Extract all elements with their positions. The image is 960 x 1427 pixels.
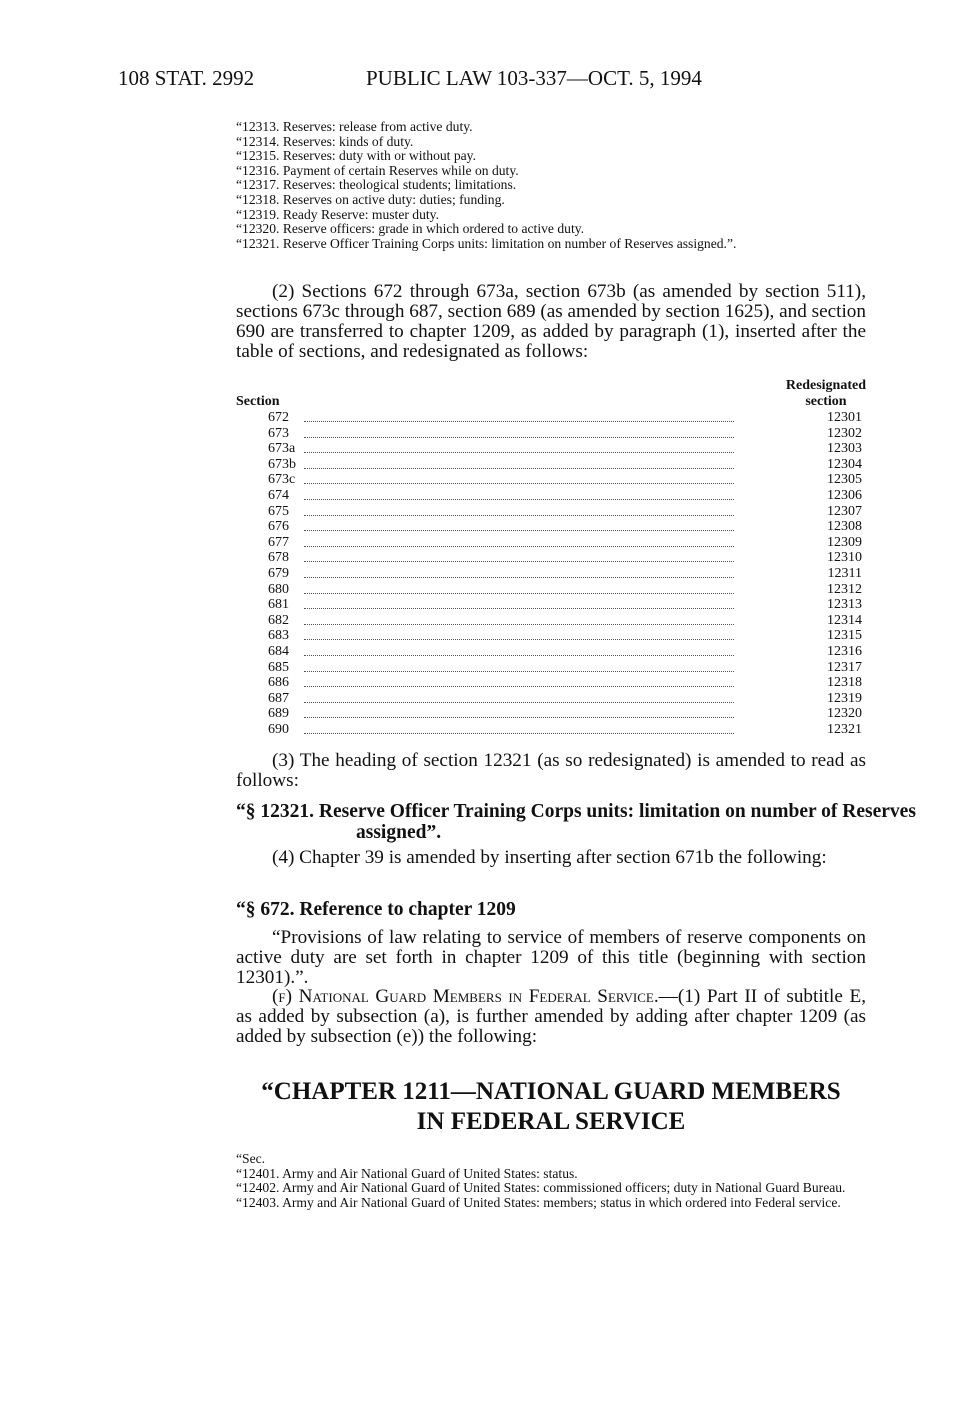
old-section-number: 680 [268, 581, 289, 597]
col-redesignated-line1: Redesignated [785, 378, 866, 393]
old-section-number: 683 [268, 628, 289, 644]
old-section-number: 681 [268, 597, 289, 613]
old-section-number: 689 [268, 706, 289, 722]
subsection-f-text: —(1) Part II of subtitle E, as added by subsection (a), is further amended by adding after chapter 1209 (as added by subsection (e)) the following: [236, 986, 866, 1047]
stat-page-number: 108 STAT. 2992 [118, 66, 255, 90]
leader-dots [304, 624, 734, 625]
new-section-number: 12319 [827, 690, 862, 706]
old-section-number: 678 [268, 550, 289, 566]
table-row [236, 535, 866, 551]
redesignation-table [236, 378, 866, 737]
leader-dots [304, 530, 734, 531]
col-redesignated-line2: section [805, 394, 847, 409]
toc-item: “12319. Ready Reserve: muster duty. [236, 206, 439, 222]
toc-item: “12314. Reserves: kinds of duty. [236, 133, 414, 149]
old-section-number: 675 [268, 503, 289, 519]
new-section-number: 12317 [827, 659, 862, 675]
new-section-number: 12305 [827, 472, 862, 488]
toc-list-top [236, 120, 866, 251]
leader-dots [304, 733, 734, 734]
col-redesignated [786, 378, 866, 410]
new-section-number: 12309 [827, 534, 862, 550]
paragraph-3: (3) The heading of section 12321 (as so redesignated) is amended to read as follows: [236, 750, 866, 791]
table-row [236, 472, 866, 488]
leader-dots [304, 608, 734, 609]
leader-dots [304, 468, 734, 469]
new-section-number: 12311 [827, 565, 862, 581]
new-section-number: 12321 [827, 721, 862, 737]
table-row [236, 613, 866, 629]
old-section-number: 674 [268, 487, 289, 503]
leader-dots [304, 561, 734, 562]
new-section-number: 12307 [827, 503, 862, 519]
table-row [236, 582, 866, 598]
new-section-number: 12312 [827, 581, 862, 597]
toc-list-bottom [236, 1152, 866, 1210]
table-row [236, 660, 866, 676]
new-section-number: 12303 [827, 441, 862, 457]
table-row [236, 426, 866, 442]
table-row [236, 628, 866, 644]
table-row [236, 691, 866, 707]
section-672-heading: “§ 672. Reference to chapter 1209 [236, 899, 516, 920]
new-section-number: 12306 [827, 487, 862, 503]
new-section-number: 12316 [827, 643, 862, 659]
old-section-number: 690 [268, 721, 289, 737]
old-section-number: 676 [268, 519, 289, 535]
new-section-number: 12314 [827, 612, 862, 628]
sec-label: “Sec. [236, 1151, 266, 1166]
leader-dots [304, 577, 734, 578]
old-section-number: 672 [268, 410, 289, 425]
page-header [118, 66, 878, 94]
leader-dots [304, 593, 734, 594]
old-section-number: 677 [268, 534, 289, 550]
leader-dots [304, 452, 734, 453]
old-section-number: 673c [268, 472, 296, 488]
new-section-number: 12304 [827, 456, 862, 472]
new-section-number: 12320 [827, 706, 862, 722]
old-section-number: 673a [268, 441, 296, 457]
old-section-number: 687 [268, 690, 289, 706]
new-section-number: 12310 [827, 550, 862, 566]
table-row [236, 597, 866, 613]
table-rows [236, 410, 866, 737]
table-row [236, 504, 866, 520]
table-row [236, 722, 866, 738]
toc-item: “12316. Payment of certain Reserves while on duty. [236, 162, 519, 178]
new-section-number: 12302 [827, 425, 862, 441]
leader-dots [304, 483, 734, 484]
old-section-number: 686 [268, 675, 289, 691]
table-row [236, 566, 866, 582]
table-row [236, 488, 866, 504]
chapter-title-line1: “CHAPTER 1211—NATIONAL GUARD MEMBERS [261, 1078, 841, 1105]
section-12321-heading: “§ 12321. Reserve Officer Training Corps units: limitation on number of Reserves assigned”. [236, 801, 916, 843]
toc-item: “12401. Army and Air National Guard of United States: status. [236, 1165, 578, 1181]
leader-dots [304, 671, 734, 672]
toc-item: “12317. Reserves: theological students; limitations. [236, 177, 517, 193]
subsection-f-label: (f) National Guard Members in Federal Service. [272, 986, 659, 1007]
leader-dots [304, 499, 734, 500]
leader-dots [304, 515, 734, 516]
new-section-number: 12308 [827, 519, 862, 535]
new-section-number: 12301 [827, 410, 862, 425]
old-section-number: 673 [268, 425, 289, 441]
col-section: Section [236, 394, 280, 409]
toc-item: “12321. Reserve Officer Training Corps units: limitation on number of Reserves assigned.”. [236, 235, 737, 251]
new-section-number: 12315 [827, 628, 862, 644]
table-row [236, 441, 866, 457]
toc-item: “12315. Reserves: duty with or without pay. [236, 148, 476, 164]
chapter-title-line2: IN FEDERAL SERVICE [416, 1108, 686, 1135]
old-section-number: 685 [268, 659, 289, 675]
paragraph-4: (4) Chapter 39 is amended by inserting after section 671b the following: [272, 847, 827, 868]
table-row [236, 675, 866, 691]
toc-item: “12403. Army and Air National Guard of United States: members; status in which ordered into Federal service. [236, 1194, 841, 1210]
leader-dots [304, 702, 734, 703]
table-row [236, 457, 866, 473]
table-row [236, 550, 866, 566]
leader-dots [304, 546, 734, 547]
new-section-number: 12313 [827, 597, 862, 613]
table-row [236, 519, 866, 535]
old-section-number: 684 [268, 643, 289, 659]
paragraph-2: (2) Sections 672 through 673a, section 673b (as amended by section 511), sections 673c through 687, section 689 (as amended by section 1625), and section 690 are transferred to chapter 1209, as added by paragraph (1), inserted after the table of sections, and redesignated as follows: [236, 281, 866, 362]
table-row [236, 706, 866, 722]
toc-item: “12313. Reserves: release from active duty. [236, 119, 473, 134]
leader-dots [304, 421, 734, 422]
toc-item: “12320. Reserve officers: grade in which ordered to active duty. [236, 221, 585, 237]
leader-dots [304, 686, 734, 687]
leader-dots [304, 655, 734, 656]
table-header [236, 378, 866, 410]
public-law-title: PUBLIC LAW 103-337—OCT. 5, 1994 [366, 66, 702, 90]
leader-dots [304, 717, 734, 718]
table-row [236, 644, 866, 660]
old-section-number: 682 [268, 612, 289, 628]
section-672-text: “Provisions of law relating to service of members of reserve components on active duty are set forth in chapter 1209 of this title (beginning with section 12301).”. [236, 927, 866, 988]
toc-item: “12402. Army and Air National Guard of United States: commissioned officers; duty in National Guard Bureau. [236, 1180, 846, 1196]
leader-dots [304, 639, 734, 640]
new-section-number: 12318 [827, 675, 862, 691]
paragraph-f [236, 987, 866, 1047]
toc-item: “12318. Reserves on active duty: duties; funding. [236, 191, 505, 207]
table-row [236, 410, 866, 426]
old-section-number: 679 [268, 565, 289, 581]
chapter-1211-title [236, 1077, 866, 1137]
old-section-number: 673b [268, 456, 296, 472]
leader-dots [304, 437, 734, 438]
